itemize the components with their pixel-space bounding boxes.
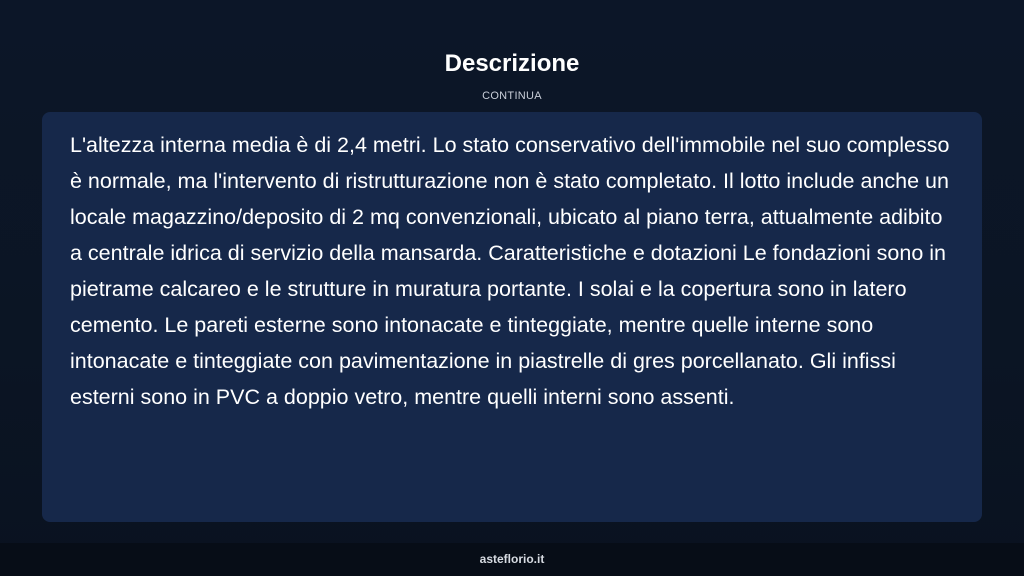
page-title: Descrizione: [444, 50, 580, 77]
continua-label: CONTINUA: [482, 90, 542, 102]
footer-bar: [0, 543, 1024, 576]
description-text: L'altezza interna media è di 2,4 metri. Lo stato conservativo dell'immobile nel suo complesso è normale, ma l'intervento di ristrutturazione non è stato completato. Il lotto include anche un locale magazzino/deposito di 2 mq convenzionali, ubicato al piano terra, attualmente adibito a centrale idrica di servizio della mansarda. Caratteristiche e dotazioni Le fondazioni sono in pietrame calcareo e le strutture in muratura portante. I solai e la copertura sono in latero cemento. Le pareti esterne sono intonacate e tinteggiate, mentre quelle interne sono intonacate e tinteggiate con pavimentazione in piastrelle di gres porcellanato. Gli infissi esterni sono in PVC a doppio vetro, mentre quelli interni sono assenti.: [70, 133, 950, 409]
footer-site-name: asteflorio.it: [479, 552, 545, 566]
description-card: [42, 112, 982, 522]
